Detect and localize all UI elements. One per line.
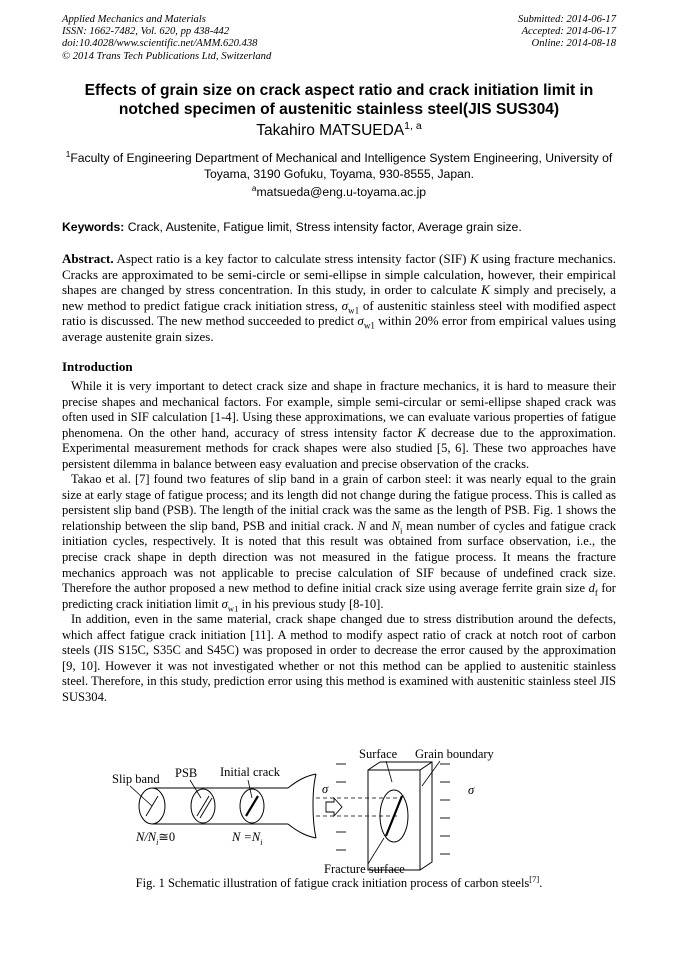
initial-crack-mark: [246, 796, 258, 816]
label-psb: PSB: [175, 766, 198, 780]
stress-arrows-right: [440, 764, 450, 854]
caption-ref: [7]: [529, 873, 540, 884]
intro-paragraph-1: [62, 379, 616, 472]
label-slip-band: Slip band: [112, 772, 160, 786]
abstract-text-4: of austenitic stainless steel with modified aspect ratio is discussed. The new method succeeded to predict: [62, 297, 616, 329]
keywords-text: Crack, Austenite, Fatigue limit, Stress intensity factor, Average grain size.: [127, 220, 522, 234]
journal-name: Applied Mechanics and Materials: [62, 14, 206, 25]
email-line: [62, 182, 616, 199]
dates-header: [518, 14, 616, 51]
intro-p2-ni: N: [391, 518, 401, 533]
caption-text: Fig. 1 Schematic illustration of fatigue crack initiation process of carbon steels: [135, 876, 530, 890]
label-fracture-surface: Fracture surface: [324, 862, 405, 876]
intro-p2-df-sub: f: [594, 587, 598, 598]
intro-p1-b: decrease due to the approximation. Experimental measurement methods for crack shapes were also studied [5, 6]. These two approaches have persistent dilemma in balance between easy evaluation and precise observation of the cracks.: [62, 425, 617, 471]
introduction-body: [62, 379, 616, 705]
keywords: [62, 220, 616, 234]
email-address: matsueda@eng.u-toyama.ac.jp: [256, 185, 427, 199]
abstract-sigma: σ: [341, 297, 349, 313]
author-line: [62, 119, 616, 140]
author-marks: 1, a: [404, 119, 422, 132]
dashed-projection: [316, 798, 400, 816]
intro-p2-sigma: σ: [221, 596, 228, 611]
label-sigma-left: σ: [322, 782, 329, 796]
intro-p2-b: mean number of cycles and fatigue crack initiation cycles, respectively. It is noted that this result was obtained from surface observation, i.e., the precise crack shape in depth direction was not measured in the fatigue process. It means the fracture mechanics approach was not applicable to precise calculation of SIF because of undefined crack size. Therefore the author proposed a new method to define initial crack size using average ferrite grain size: [62, 518, 617, 596]
online-date: Online: 2014-08-18: [531, 38, 616, 50]
affiliation: [62, 148, 616, 182]
intro-p2-df: d: [588, 581, 595, 596]
abstract-sigma-sub-2: w1: [363, 320, 375, 331]
intro-paragraph-2: [62, 472, 616, 612]
intro-p2-a: Takao et al. [7] found two features of slip band in a grain of carbon steel: it was nearly equal to the grain size at early stage of fatigue process; and its length did not change during the fatigue process. This is called as persistent slip band (PSB). The length of the initial crack was the same as the length of PSB. Fig. 1 shows the relationship between the slip band, PSB and initial crack.: [62, 472, 616, 533]
intro-p1-a: While it is very important to detect crack size and shape in fracture mechanics, it is hard to measure their precise shapes and mechanical factors. For example, simple semi-circular or semi-ellipse shaped crack was often used in SIF calculation [1-4]. Using these approximations, we can evaluate various properties of fatigue phenomena. On the other hand, accuracy of stress intensity factor: [62, 379, 616, 440]
author-name: Takahiro MATSUEDA: [256, 122, 405, 139]
journal-issn: ISSN: 1662-7482, Vol. 620, pp 438-442: [62, 26, 230, 38]
progress-arrow: [326, 798, 342, 816]
label-grain-boundary: Grain boundary: [415, 747, 494, 761]
intro-p2-d: in his previous study [8-10].: [241, 596, 384, 611]
label-n-equals-ni: $N =N_i$: [232, 830, 263, 847]
journal-doi: doi:10.4028/www.scientific.net/AMM.620.438: [62, 38, 258, 50]
abstract-sigma-2: σ: [357, 313, 364, 329]
rod-flare: [288, 774, 316, 838]
abstract-text-2: using fracture mechanics. Cracks are approximated to be semi-circle or semi-ellipse in simple calculation, however, their empirical shapes are changed by stress concentration. In this study, in order to calculate: [62, 251, 617, 298]
intro-p2-n: N: [357, 518, 367, 533]
accepted-date: Accepted: 2014-06-17: [521, 26, 616, 38]
intro-p2-c: for predicting crack initiation limit: [62, 581, 616, 611]
leader-fracture-surface: [368, 838, 384, 864]
abstract-var-k: K: [470, 251, 479, 266]
journal-header: [62, 14, 271, 63]
figure-1-caption: [62, 873, 616, 891]
caption-end: .: [539, 876, 543, 890]
affiliation-mark: 1: [65, 148, 71, 159]
affiliation-text: Faculty of Engineering Department of Mechanical and Intelligence System Engineering, University of Toyama, 3190 Gofuku, Toyama, 930-8555, Japan.: [70, 151, 613, 181]
slip-band-marks: [146, 796, 212, 818]
intro-p2-and: and: [369, 518, 388, 533]
rod-end-cap: [313, 774, 316, 838]
abstract-var-k-2: K: [481, 282, 490, 298]
label-surface: Surface: [359, 747, 398, 761]
email-mark: a: [251, 182, 257, 193]
keywords-label: Keywords:: [62, 220, 125, 234]
paper-title: Effects of grain size on crack aspect ratio and crack initiation limit in notched specimen of austenitic stainless steel(JIS SUS304): [84, 82, 594, 118]
leader-grain-boundary: [422, 761, 440, 786]
label-n-ni-zero: $N/N_i≅0$: [136, 830, 176, 847]
intro-paragraph-3: In addition, even in the same material, crack shape changed due to stress distribution around the defects, which affect fatigue crack initiation [11]. A method to modify aspect ratio of crack at notch root of carbon steels (JIS S15C, S35C and S45C) was proposed in order to decrease the error caused by the approximation [9, 10]. However it was not investigated whether or not this method can be applied to austenitic stainless steel. Therefore, in this study, prediction error using this method is examined with austenitic stainless steel JIS SUS304.: [62, 612, 616, 704]
abstract-text-3: simply and precisely, a new method to predict fatigue crack initiation stress,: [62, 282, 617, 313]
leader-psb: [190, 780, 201, 798]
abstract-sigma-sub: w1: [348, 305, 360, 316]
intro-p2-ni-sub: i: [400, 525, 403, 536]
leader-surface: [386, 761, 392, 782]
stress-arrows-left: [336, 764, 346, 850]
abstract: [62, 251, 616, 345]
label-sigma-right: σ: [468, 783, 475, 797]
intro-p1-k: K: [417, 425, 426, 440]
abstract-label: Abstract.: [62, 251, 114, 266]
section-heading-introduction: Introduction: [62, 359, 133, 374]
intro-p2-sigma-sub: w1: [227, 603, 239, 614]
label-initial-crack: Initial crack: [220, 765, 281, 779]
abstract-text-1: Aspect ratio is a key factor to calculate stress intensity factor (SIF): [116, 251, 467, 266]
abstract-text-5: within 20% error from empirical values using average austenite grain sizes.: [62, 313, 617, 344]
journal-copyright: © 2014 Trans Tech Publications Ltd, Switzerland: [62, 50, 272, 62]
submitted-date: Submitted: 2014-06-17: [518, 14, 616, 25]
figure-1-schematic: [100, 740, 610, 890]
